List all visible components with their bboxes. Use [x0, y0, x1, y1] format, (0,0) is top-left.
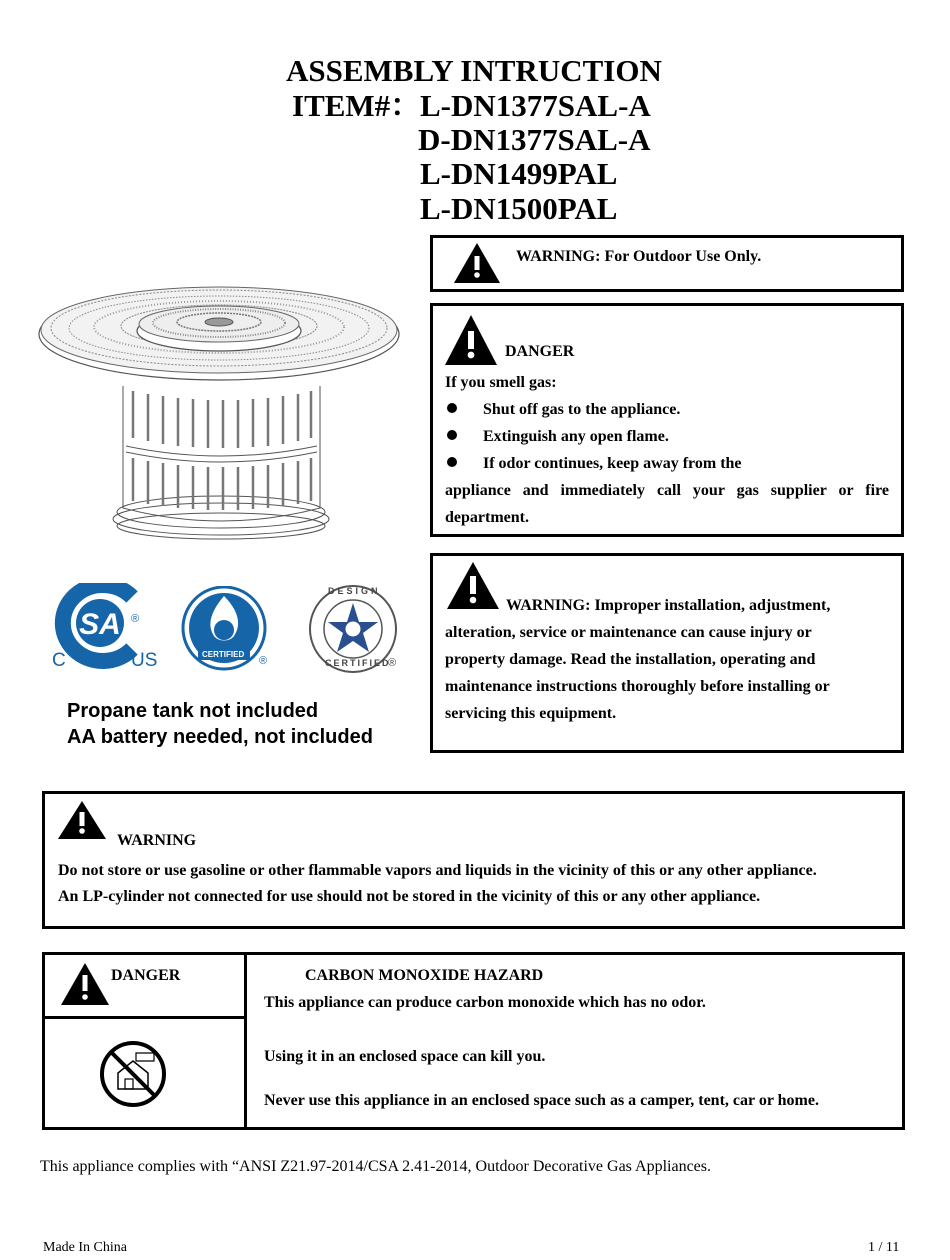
- co-hazard-box: [42, 952, 905, 1130]
- warning-install-line-3: property damage. Read the installation, operating and: [445, 651, 816, 668]
- warning-triangle-icon: [444, 314, 498, 366]
- danger-continuation: appliance and immediately call your gas supplier or fire department.: [445, 482, 889, 526]
- danger-intro: If you smell gas:: [445, 374, 557, 391]
- warning-flammable-line-2: An LP-cylinder not connected for use should not be stored in the vicinity of this or any other appliance.: [58, 888, 761, 905]
- warning-install-line-1: WARNING: Improper installation, adjustment,: [506, 597, 831, 614]
- co-danger-label: DANGER: [111, 967, 181, 984]
- item-number-2: D-DN1377SAL-A: [418, 122, 651, 157]
- item-label: ITEM#：: [292, 88, 422, 123]
- note-propane: Propane tank not included: [67, 700, 319, 722]
- warning-flammable-box: [42, 791, 905, 929]
- co-hazard-row-divider: [45, 1016, 245, 1019]
- registered-mark: ®: [259, 655, 268, 667]
- warning-triangle-icon: [446, 561, 500, 610]
- danger-bullet-2: Extinguish any open flame.: [447, 423, 669, 450]
- csa-us-label: US: [131, 650, 158, 671]
- co-hazard-divider: [244, 955, 247, 1127]
- warning-triangle-icon: [453, 242, 501, 284]
- design-certified-label: CERTIFIED: [325, 658, 391, 668]
- no-indoor-use-icon: [98, 1039, 168, 1109]
- warning-flammable-line-1: Do not store or use gasoline or other flammable vapors and liquids in the vicinity of this or any other appliance.: [58, 862, 817, 879]
- warning-triangle-icon: [57, 800, 107, 840]
- note-battery: AA battery needed, not included: [67, 726, 373, 748]
- bullet-icon: [447, 430, 457, 440]
- warning-install-line-2: alteration, service or maintenance can cause injury or: [445, 624, 812, 641]
- warning-triangle-icon: [60, 962, 110, 1006]
- danger-gas-box: [430, 303, 904, 537]
- csa-c-label: C: [52, 650, 66, 671]
- registered-mark: ®: [388, 657, 397, 669]
- certified-label: CERTIFIED: [202, 650, 245, 659]
- warning-install-box: [430, 553, 904, 753]
- co-heading: CARBON MONOXIDE HAZARD: [305, 967, 544, 984]
- svg-text:SA: SA: [79, 608, 121, 641]
- blue-flame-logo: [180, 586, 270, 674]
- footer-origin: Made In China: [43, 1240, 127, 1255]
- warning-outdoor-text: WARNING: For Outdoor Use Only.: [516, 248, 762, 265]
- design-label: DESIGN: [328, 586, 381, 596]
- danger-bullet-1: Shut off gas to the appliance.: [447, 396, 680, 423]
- document-title: ASSEMBLY INTRUCTION: [286, 53, 662, 88]
- item-number-3: L-DN1499PAL: [420, 156, 618, 191]
- warning-outdoor-box: [430, 235, 904, 292]
- bullet-icon: [447, 457, 457, 467]
- item-number-4: L-DN1500PAL: [420, 191, 618, 226]
- item-number-1: L-DN1377SAL-A: [420, 88, 651, 123]
- warning-install-line-5: servicing this equipment.: [445, 705, 617, 722]
- co-line-3: Never use this appliance in an enclosed space such as a camper, tent, car or home.: [264, 1092, 819, 1109]
- fire-table-illustration: [38, 286, 404, 540]
- warning-flammable-heading: WARNING: [117, 832, 197, 849]
- danger-heading: DANGER: [505, 343, 575, 360]
- csa-registered-mark: ®: [131, 613, 140, 625]
- bullet-icon: [447, 403, 457, 413]
- co-line-1: This appliance can produce carbon monoxide which has no odor.: [264, 994, 706, 1011]
- footer-page-number: 1 / 11: [868, 1240, 900, 1255]
- danger-bullet-3: If odor continues, keep away from the: [447, 450, 742, 477]
- warning-install-line-4: maintenance instructions thoroughly before installing or: [445, 678, 830, 695]
- co-line-2: Using it in an enclosed space can kill you.: [264, 1048, 546, 1065]
- compliance-statement: This appliance complies with “ANSI Z21.97-2014/CSA 2.41-2014, Outdoor Decorative Gas Appliances.: [40, 1158, 711, 1175]
